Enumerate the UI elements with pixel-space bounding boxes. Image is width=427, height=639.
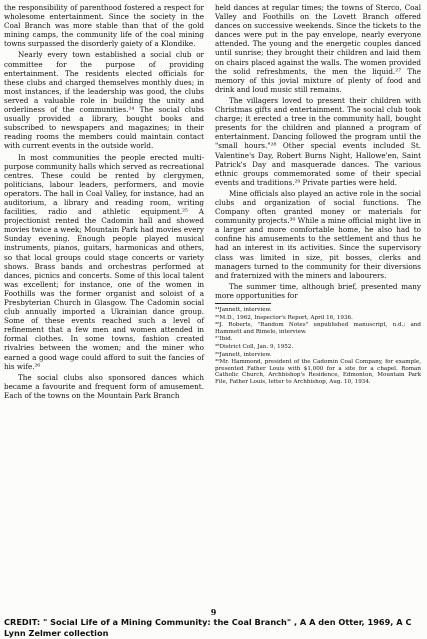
paragraph: The social clubs also sponsored dances which became a favourite and frequent form of amusement. Each of the towns on the Mountain Park Branch xyxy=(4,372,204,400)
left-column xyxy=(4,3,204,402)
paragraph: The villagers loved to present their children with Christmas gifts and entertainment. The social club took charge; it erected a tree in the community hall, bought presents for the children and planned a program of entertainment. Dancing followed the program until the "small hours."²⁸ Other special events included St. Valentine's Day, Robert Burns Night, Hallowe'en, Saint Patrick's Day and masquerade dances. The various ethnic groups commemorated some of their special events and traditions.²⁹ Private parties were held. xyxy=(215,95,421,187)
paragraph: Nearly every town established a social club or committee for the purpose of providing entertainment. The residents elected officials for these clubs and charged themselves monthly dues; in most instances, if the leadership was good, the clubs served a valuable role in building the unity and orderliness of the communities.²⁴ The social clubs usually provided a library, bought books and subscribed to newspapers and magazines; in their reading rooms the members could maintain contact with current events in the outside world. xyxy=(4,50,204,151)
footnote: ²⁸District Coll, Jan. 9, 1952. xyxy=(215,343,294,350)
paragraph: Mine officials also played an active role in the social clubs and organization of social functions. The Company often granted money or materials for community projects.³⁰ While a mine official might live in a larger and more comfortable home, he also had to confine his amusements to the settlement and thus he had an interest in its activities. Since the supervisory class was limited in size, pit bosses, clerks and managers turned to the community for their diversions and fraternized with the miners and labourers. xyxy=(215,188,421,280)
footnote: ²⁵M.D., 1962, Inspector's Report, April 16, 1936. xyxy=(215,314,353,321)
paragraph: The summer time, although brief, presented many more opportunities for xyxy=(215,281,421,300)
credit-line: CREDIT: " Social Life of a Mining Community: the Coal Branch" , A A den Otter, 1969, A C Lynn Zelmer collection xyxy=(4,617,412,638)
footnote-divider xyxy=(215,303,271,304)
paragraph: the responsibility of parenthood fostered a respect for wholesome entertainment. Since the society in the Coal Branch was more stable than that of the gold mining camps, the community life of the coal mining towns surpassed the disorderly gaiety of a Klondike. xyxy=(4,3,204,49)
footnote: ²⁶J. Roberts, "Random Notes" unpublished manuscript, n.d.; and Hammett and Rimelo, interview. xyxy=(215,322,421,335)
footnote: ²⁴Jannett, interview. xyxy=(215,307,272,313)
page-number: 9 xyxy=(210,607,217,617)
right-column xyxy=(215,3,421,387)
footnote: ²⁹Jannett, interview. xyxy=(215,351,272,358)
paragraph: held dances at regular times; the towns of Sterco, Coal Valley and Foothills on the Lovett Branch offered dances on successive weekends. Since the tickets to the dances were put in the pay envelope, nearly everyone attended. The young and the energetic couples danced until sunrise; they brought their children and laid them on chairs placed against the walls. The women provided the solid refreshments, the men the liquid.²⁷ The memory of this jovial mixture of plenty of food and drink and loud music still remains. xyxy=(215,3,421,94)
footnotes xyxy=(215,307,421,386)
footnote: ³⁰Mr. Hammond, president of the Cadomin Coal Company, for example, presented Father Louis with $1,000 for a site for a chapel. Roman Catholic Church, Archbishop's Residence, Edmonton, Mountain Park File, Father Louis, letter to Archbishop, Aug. 10, 1934. xyxy=(215,359,421,385)
footnote: ²⁷Ibid. xyxy=(215,336,233,343)
paragraph: In most communities the people erected multi-purpose community halls which served as recreational centres. These could be rented by clergymen, politicians, labour leaders, performers, and movie operators. The hall in Coal Valley, for instance, had an auditorium, a library and reading room, writing facilities, radio and athletic equipment.²⁵ A projectionist rented the Cadomin hall and showed movies twice a week; Mountain Park had movies every Sunday evening. Enough people played musical instruments, pianos, guitars, harmonicas and others, so that local groups could stage concerts or variety shows. Brass bands and orchestras performed at dances, picnics and concerts. Some of this local talent was excellent; for instance, one of the women in Foothills was the former organist and soloist of a Presbyterian Church in Glasgow. The Cadomin social club annually imported a Ukrainian dance group. Some of these events reached such a level of refinement that a few men and women attended in formal clothes. In some towns, fashion created rivalries between the women; and the miner who earned a good wage could afford to suit the fancies of his wife.²⁶ xyxy=(4,152,204,371)
